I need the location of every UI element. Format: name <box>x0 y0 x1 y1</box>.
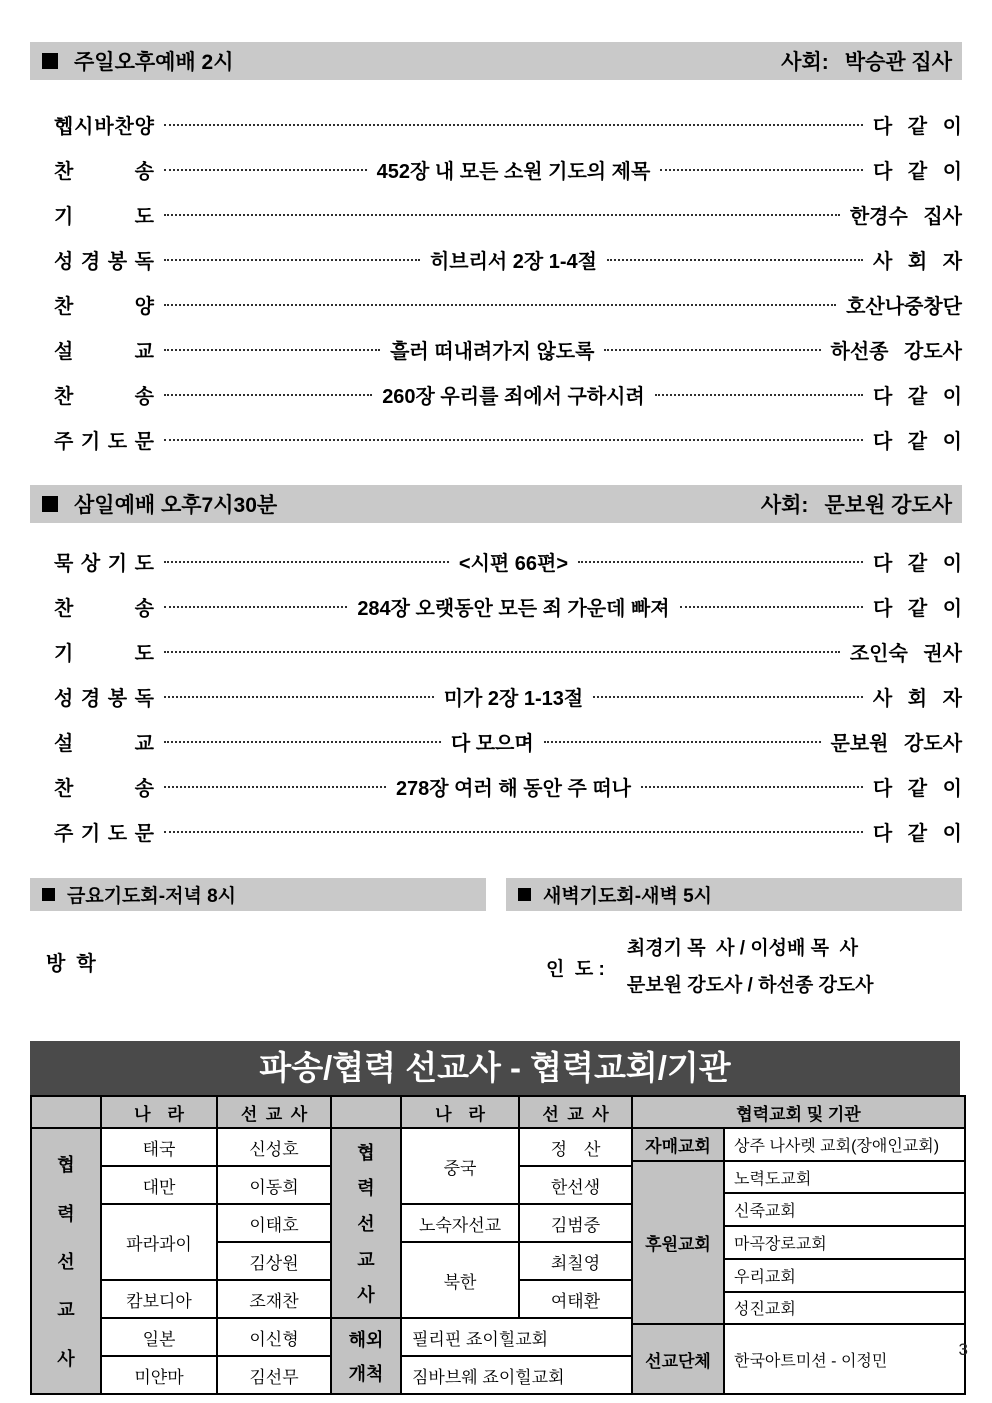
dotted-leader <box>164 696 434 698</box>
dotted-leader <box>641 786 863 788</box>
cell-country: 북한 <box>401 1242 519 1318</box>
service-order-list <box>30 539 962 854</box>
section-header-right <box>761 489 952 519</box>
dotted-leader <box>164 831 863 833</box>
service-item-performer: 문보원 강도사 <box>830 733 963 755</box>
cell-org: 마곡장로교회 <box>724 1226 965 1259</box>
cell-missionary: 이신형 <box>217 1318 331 1356</box>
leader-line-2: 문보원 강도사 / 하선종 강도사 <box>626 975 874 996</box>
cell-org: 성진교회 <box>724 1292 965 1325</box>
cell-overseas-church: 짐바브웨 죠이힐교회 <box>401 1356 632 1394</box>
service-item-performer: 다 같 이 <box>872 386 963 408</box>
black-square-icon <box>518 888 531 901</box>
cell-missionary: 조재찬 <box>217 1280 331 1318</box>
service-row <box>30 539 962 584</box>
section-title: 주일오후예배 2시 <box>74 51 234 74</box>
leader-line-1: 최경기 목 사 / 이성배 목 사 <box>626 938 858 959</box>
dotted-leader <box>164 214 840 216</box>
dotted-leader <box>607 259 863 261</box>
dotted-leader <box>578 561 863 563</box>
group-label-cell <box>31 1128 101 1394</box>
service-item-label: 기 도 <box>54 643 154 665</box>
dotted-leader <box>164 651 840 653</box>
service-item-performer: 한경수 집사 <box>849 206 962 228</box>
group-label-cell <box>331 1128 401 1318</box>
section-title: 삼일예배 오후7시30분 <box>74 494 278 517</box>
vertical-label: 해외 개척 <box>348 1330 384 1384</box>
service-item-label: 찬 송 <box>54 386 154 408</box>
section-header-left <box>42 46 234 76</box>
cell-missionary: 여태환 <box>519 1280 632 1318</box>
dotted-leader <box>660 169 863 171</box>
friday-note: 방 학 <box>46 953 96 975</box>
black-square-icon <box>42 53 58 69</box>
missionary-header: 선 교 사 <box>519 1096 632 1128</box>
cell-missionary: 정 산 <box>519 1128 632 1166</box>
service-row <box>30 674 962 719</box>
cell-org: 신죽교회 <box>724 1193 965 1226</box>
section-header-left <box>42 489 277 519</box>
mission-table-right <box>631 1095 966 1395</box>
service-item-detail: 452장 내 모든 소원 기도의 제목 <box>376 161 651 183</box>
cell-org: 노력도교회 <box>724 1161 965 1194</box>
section-sunday-afternoon <box>30 42 962 462</box>
service-row <box>30 719 962 764</box>
service-row <box>30 102 962 147</box>
moderator-label: 사회: <box>781 51 829 74</box>
service-item-performer: 호산나중창단 <box>846 296 962 318</box>
cell-country: 노숙자선교 <box>401 1204 519 1242</box>
vertical-label: 협 력 선 교 사 <box>57 1155 75 1369</box>
service-item-label: 찬 송 <box>54 161 154 183</box>
country-header: 나 라 <box>101 1096 217 1128</box>
service-item-performer: 다 같 이 <box>872 598 963 620</box>
friday-prayer-header <box>30 878 486 911</box>
service-row <box>30 327 962 372</box>
dotted-leader <box>593 696 863 698</box>
dotted-leader <box>164 169 367 171</box>
service-item-performer: 다 같 이 <box>872 116 962 138</box>
service-item-detail: <시편 66편> <box>458 553 569 575</box>
cell-category: 자매교회 <box>632 1128 724 1161</box>
mission-table-middle <box>330 1095 633 1395</box>
cell-category: 후원교회 <box>632 1161 724 1325</box>
section-header-samil <box>30 485 962 523</box>
dotted-leader <box>164 304 836 306</box>
service-row <box>30 809 962 854</box>
friday-title: 금요기도회-저녁 8시 <box>67 886 237 907</box>
service-row <box>30 147 962 192</box>
cell-missionary: 신성호 <box>217 1128 331 1166</box>
section-header-sunday <box>30 42 962 80</box>
dotted-leader <box>680 606 863 608</box>
org-header: 협력교회 및 기관 <box>632 1096 965 1128</box>
service-item-performer: 조인숙 권사 <box>849 643 962 665</box>
cell-missionary: 김범중 <box>519 1204 632 1242</box>
service-row <box>30 629 962 674</box>
service-row <box>30 282 962 327</box>
friday-header-left <box>42 881 236 908</box>
service-row <box>30 584 962 629</box>
bulletin-content <box>30 0 962 1395</box>
service-item-detail: 히브리서 2장 1-4절 <box>429 251 597 273</box>
cell-category: 선교단체 <box>632 1324 724 1394</box>
cell-country: 대만 <box>101 1166 217 1204</box>
section-samil-worship <box>30 485 962 854</box>
service-item-performer: 사 회 자 <box>872 251 963 273</box>
black-square-icon <box>42 496 58 512</box>
leader-lines <box>627 930 874 1004</box>
cell-org: 우리교회 <box>724 1259 965 1292</box>
mission-table <box>30 1041 962 1395</box>
cell-missionary: 이동희 <box>217 1166 331 1204</box>
prayer-headers <box>30 878 962 911</box>
dotted-leader <box>164 394 372 396</box>
moderator-name: 문보원 강도사 <box>824 494 952 517</box>
dotted-leader <box>164 561 449 563</box>
service-item-performer: 다 같 이 <box>872 823 962 845</box>
moderator-name: 박승관 집사 <box>844 51 952 74</box>
service-item-label: 헵 시 바 찬 양 <box>54 116 154 138</box>
cell-missionary: 최칠영 <box>519 1242 632 1280</box>
cell-org: 한국아트미션 - 이정민 <box>724 1324 965 1394</box>
dawn-leaders <box>546 919 874 1015</box>
missionary-header: 선 교 사 <box>217 1096 331 1128</box>
service-order-list <box>30 102 962 462</box>
cell-country: 캄보디아 <box>101 1280 217 1318</box>
dotted-leader <box>164 786 386 788</box>
service-item-label: 설 교 <box>54 733 154 755</box>
service-item-detail: 260장 우리를 죄에서 구하시려 <box>382 386 645 408</box>
service-item-label: 묵 상 기 도 <box>54 553 154 575</box>
dotted-leader <box>164 606 347 608</box>
leader-label: 인 도 : <box>546 958 605 980</box>
moderator-label: 사회: <box>760 494 809 517</box>
dotted-leader <box>164 124 863 126</box>
dotted-leader <box>655 394 863 396</box>
dotted-leader <box>164 439 863 441</box>
service-item-performer: 다 같 이 <box>872 778 962 800</box>
dotted-leader <box>164 259 420 261</box>
dotted-leader <box>164 741 441 743</box>
service-item-performer: 사 회 자 <box>872 688 962 710</box>
service-item-label: 성 경 봉 독 <box>54 688 154 710</box>
service-row <box>30 237 962 282</box>
service-item-label: 설 교 <box>54 341 154 363</box>
cell-overseas-church: 필리핀 죠이힐교회 <box>401 1318 632 1356</box>
dawn-title: 새벽기도회-새벽 5시 <box>543 886 713 907</box>
service-item-label: 찬 송 <box>54 778 154 800</box>
cell-country: 미얀마 <box>101 1356 217 1394</box>
service-item-detail: 284장 오랫동안 모든 죄 가운데 빠져 <box>357 598 670 620</box>
cell-country: 태국 <box>101 1128 217 1166</box>
service-item-performer: 다 같 이 <box>872 431 962 453</box>
service-row <box>30 372 962 417</box>
corner-header-cell <box>331 1096 401 1128</box>
country-header: 나 라 <box>401 1096 519 1128</box>
cell-missionary: 김상원 <box>217 1242 331 1280</box>
corner-header-cell <box>31 1096 101 1128</box>
service-item-detail: 미가 2장 1-13절 <box>443 688 584 710</box>
service-item-label: 찬 송 <box>54 598 154 620</box>
mission-table-title: 파송/협력 선교사 - 협력교회/기관 <box>30 1041 960 1095</box>
service-row <box>30 192 962 237</box>
mission-table-left <box>30 1095 332 1395</box>
service-item-detail: 278장 여러 해 동안 주 떠나 <box>395 778 631 800</box>
dotted-leader <box>164 349 380 351</box>
service-item-label: 주 기 도 문 <box>54 431 154 453</box>
prayer-info-row <box>30 919 962 1015</box>
cell-country: 일본 <box>101 1318 217 1356</box>
dotted-leader <box>544 741 821 743</box>
cell-missionary: 김선무 <box>217 1356 331 1394</box>
service-item-label: 기 도 <box>54 206 154 228</box>
cell-country: 중국 <box>401 1128 519 1204</box>
service-item-performer: 하선종 강도사 <box>830 341 962 363</box>
service-row <box>30 417 962 462</box>
service-item-performer: 다 같 이 <box>872 553 963 575</box>
black-square-icon <box>42 888 55 901</box>
dotted-leader <box>604 349 820 351</box>
dawn-header-left <box>518 881 712 908</box>
service-item-label: 주 기 도 문 <box>54 823 154 845</box>
cell-org: 상주 나사렛 교회(장애인교회) <box>724 1128 965 1161</box>
page-number: 3 <box>958 1340 968 1359</box>
service-item-detail: 흘러 떠내려가지 않도록 <box>390 341 595 363</box>
service-item-label: 찬 양 <box>54 296 154 318</box>
overseas-group-label-cell <box>331 1318 401 1394</box>
dawn-prayer-header <box>506 878 962 911</box>
service-item-detail: 다 모으며 <box>450 733 534 755</box>
vertical-label: 협 력 선 교 사 <box>357 1142 375 1306</box>
cell-missionary: 이태호 <box>217 1204 331 1242</box>
section-header-right <box>781 46 952 76</box>
service-row <box>30 764 962 809</box>
service-item-performer: 다 같 이 <box>872 161 963 183</box>
mission-table-body <box>30 1095 962 1395</box>
cell-country: 파라과이 <box>101 1204 217 1280</box>
service-item-label: 성 경 봉 독 <box>54 251 154 273</box>
cell-missionary: 한선생 <box>519 1166 632 1204</box>
